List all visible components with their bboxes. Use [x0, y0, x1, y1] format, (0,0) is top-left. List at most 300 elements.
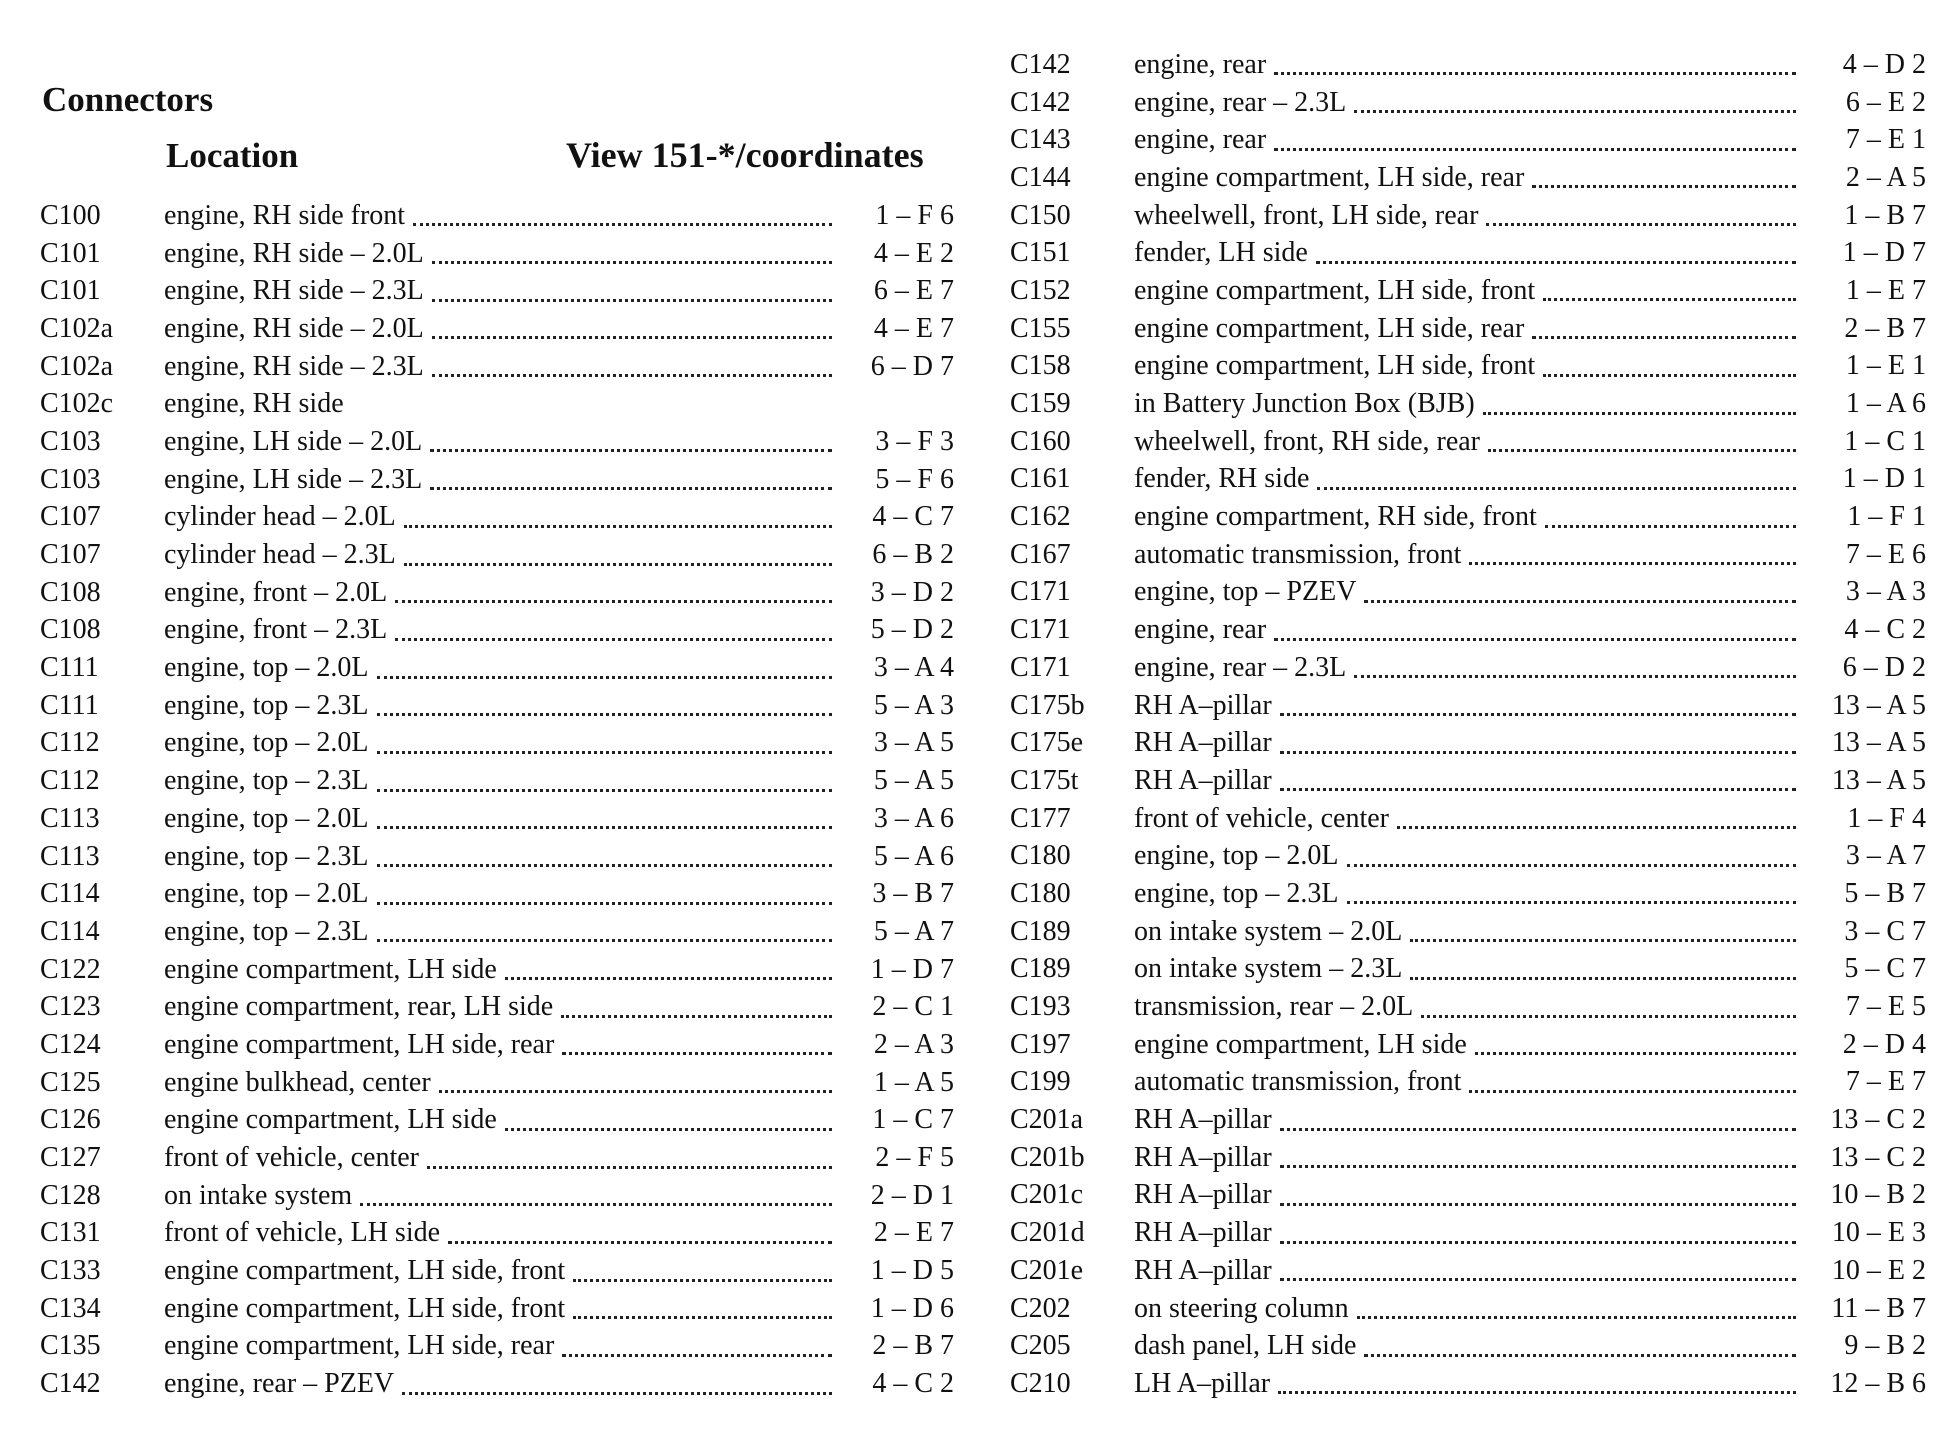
- connector-location: [1134, 652, 1808, 684]
- connector-location-text: engine, top – 2.3L: [164, 765, 369, 797]
- connector-row: [40, 612, 954, 650]
- view-coordinate-ref: 13 – C 2: [1830, 1141, 1926, 1173]
- connector-row: [1010, 46, 1926, 84]
- view-coordinate-ref: 13 – A 5: [1831, 764, 1926, 796]
- connector-location-text: engine compartment, LH side: [164, 953, 497, 985]
- connector-location-text: engine, top – 2.3L: [164, 915, 369, 947]
- dot-leader: [505, 1128, 832, 1131]
- connector-location: [164, 614, 844, 646]
- connector-location-text: front of vehicle, center: [1134, 802, 1389, 834]
- connector-location: [1134, 313, 1808, 345]
- connector-row: [1010, 762, 1926, 800]
- connector-location: [1134, 501, 1808, 533]
- section-title: Connectors: [42, 80, 214, 119]
- connector-row: [40, 1328, 954, 1366]
- connector-row: [1010, 423, 1926, 461]
- dot-leader: [1488, 449, 1796, 452]
- connector-code: C126: [40, 1104, 101, 1136]
- view-coordinate-ref: 4 – D 2: [1842, 48, 1926, 80]
- dot-leader: [439, 1090, 832, 1093]
- connector-row: [1010, 800, 1926, 838]
- connector-code: C161: [1010, 463, 1071, 495]
- view-coordinate-ref: 1 – D 7: [1842, 237, 1926, 269]
- connector-row: [1010, 875, 1926, 913]
- connector-code: C112: [40, 727, 100, 759]
- connector-location-text: on intake system: [164, 1179, 353, 1211]
- connector-location-text: engine, rear: [1134, 48, 1267, 80]
- connector-location-text: engine, front – 2.0L: [164, 576, 388, 608]
- connector-code: C111: [40, 652, 99, 684]
- view-coordinate-ref: 13 – C 2: [1830, 1104, 1926, 1136]
- dot-leader: [377, 789, 832, 792]
- view-coordinate-ref: 6 – D 2: [1842, 651, 1926, 683]
- connector-location-text: cylinder head – 2.3L: [164, 539, 396, 571]
- connector-location: [1134, 1179, 1808, 1211]
- dot-leader: [1486, 223, 1796, 226]
- connector-location-text: engine, top – 2.3L: [1134, 877, 1339, 909]
- connector-code: C111: [40, 689, 99, 721]
- connector-code: C123: [40, 991, 101, 1023]
- connector-code: C103: [40, 425, 101, 457]
- dot-leader: [1354, 675, 1796, 678]
- connector-code: C144: [1010, 161, 1071, 193]
- connector-location: [164, 1104, 844, 1136]
- connector-code: C101: [40, 275, 101, 307]
- connector-code: C131: [40, 1217, 101, 1249]
- connector-location: [164, 690, 844, 722]
- connector-code: C150: [1010, 199, 1071, 231]
- connector-code: C162: [1010, 501, 1071, 533]
- connector-location-text: engine compartment, LH side, front: [164, 1292, 566, 1324]
- connector-row: [40, 988, 954, 1026]
- view-coordinate-ref: 13 – A 5: [1831, 689, 1926, 721]
- connector-location-text: engine, RH side front: [164, 199, 406, 231]
- dot-leader: [432, 261, 832, 264]
- connector-row: [40, 649, 954, 687]
- view-coordinate-ref: 2 – B 7: [872, 1330, 954, 1362]
- dot-leader: [413, 223, 832, 226]
- connector-row: [1010, 951, 1926, 989]
- connector-location-text: engine, RH side: [164, 388, 344, 420]
- connector-code: C197: [1010, 1028, 1071, 1060]
- connector-row: [1010, 1177, 1926, 1215]
- dot-leader: [1364, 1354, 1796, 1357]
- connector-location: [164, 765, 844, 797]
- connector-code: C175b: [1010, 689, 1085, 721]
- connector-code: C125: [40, 1066, 101, 1098]
- connector-code: C210: [1010, 1367, 1071, 1399]
- dot-leader: [1354, 110, 1796, 113]
- connector-location-text: engine, top – 2.0L: [164, 802, 369, 834]
- connector-location: [164, 1255, 844, 1287]
- connector-location-text: transmission, rear – 2.0L: [1134, 991, 1414, 1023]
- dot-leader: [430, 487, 832, 490]
- connector-location-text: engine, top – 2.3L: [164, 840, 369, 872]
- view-coordinate-ref: 1 – A 5: [873, 1066, 954, 1098]
- connector-location-text: front of vehicle, center: [164, 1142, 419, 1174]
- connector-location: [164, 1180, 844, 1212]
- connector-row: [40, 1102, 954, 1140]
- connector-code: C177: [1010, 802, 1071, 834]
- view-coordinate-ref: 6 – D 7: [870, 350, 954, 382]
- connector-code: C180: [1010, 840, 1071, 872]
- connector-code: C175e: [1010, 727, 1084, 759]
- view-coordinate-ref: 1 – D 6: [870, 1292, 954, 1324]
- connector-location-text: RH A–pillar: [1134, 1141, 1272, 1173]
- connector-row: [40, 1290, 954, 1328]
- view-coordinate-ref: 3 – A 5: [873, 727, 954, 759]
- connector-location: [164, 200, 844, 232]
- connector-row: [1010, 348, 1926, 386]
- view-coordinate-ref: 1 – D 7: [870, 953, 954, 985]
- connector-code: C122: [40, 953, 101, 985]
- dot-leader: [377, 826, 832, 829]
- connector-location: [1134, 162, 1808, 194]
- connector-code: C100: [40, 199, 101, 231]
- connector-location-text: engine compartment, LH side, rear: [1134, 312, 1525, 344]
- dot-leader: [1421, 1015, 1796, 1018]
- connector-row: [40, 951, 954, 989]
- connector-row: [40, 838, 954, 876]
- dot-leader: [404, 525, 832, 528]
- connector-location-text: engine, top – 2.0L: [164, 652, 369, 684]
- connector-location: [1134, 350, 1808, 382]
- connector-row: [1010, 461, 1926, 499]
- view-coordinate-ref: 2 – E 7: [873, 1217, 954, 1249]
- view-coordinate-ref: 1 – E 1: [1845, 350, 1926, 382]
- connector-code: C142: [1010, 86, 1071, 118]
- connector-code: C124: [40, 1028, 101, 1060]
- view-coordinate-ref: 5 – A 7: [873, 915, 954, 947]
- connector-location: [1134, 690, 1808, 722]
- view-coordinate-ref: 9 – B 2: [1844, 1330, 1926, 1362]
- connector-location-text: engine, RH side – 2.3L: [164, 275, 424, 307]
- connector-code: C193: [1010, 991, 1071, 1023]
- view-coordinate-ref: 4 – C 7: [872, 501, 954, 533]
- connector-location: [164, 954, 844, 986]
- view-coordinate-ref: 4 – E 7: [873, 312, 954, 344]
- dot-leader: [562, 1354, 832, 1357]
- connector-row: [40, 762, 954, 800]
- view-coordinate-ref: 2 – D 4: [1842, 1028, 1926, 1060]
- connector-location-text: fender, LH side: [1134, 237, 1308, 269]
- connector-location-text: RH A–pillar: [1134, 1179, 1272, 1211]
- connector-row: [1010, 988, 1926, 1026]
- connector-code: C158: [1010, 350, 1071, 382]
- connector-location-text: wheelwell, front, RH side, rear: [1134, 425, 1480, 457]
- connector-code: C201a: [1010, 1104, 1084, 1136]
- connector-code: C171: [1010, 576, 1071, 608]
- dot-leader: [1274, 72, 1796, 75]
- connector-location: [164, 1142, 844, 1174]
- connector-row: [40, 235, 954, 273]
- dot-leader: [1347, 864, 1796, 867]
- connector-location: [164, 464, 844, 496]
- view-coordinate-ref: 3 – F 3: [875, 425, 954, 457]
- connector-location: [1134, 1217, 1808, 1249]
- dot-leader: [360, 1203, 832, 1206]
- dot-leader: [427, 1166, 832, 1169]
- dot-leader: [1347, 901, 1796, 904]
- connector-row: [40, 499, 954, 537]
- connector-code: C175t: [1010, 764, 1079, 796]
- view-coordinate-ref: 5 – F 6: [875, 463, 954, 495]
- connector-location: [1134, 803, 1808, 835]
- connector-location: [1134, 463, 1808, 495]
- connector-location: [1134, 237, 1808, 269]
- dot-leader: [377, 751, 832, 754]
- connector-location-text: RH A–pillar: [1134, 1104, 1272, 1136]
- connector-location-text: engine compartment, LH side: [164, 1104, 497, 1136]
- view-coordinate-ref: 1 – F 4: [1847, 802, 1926, 834]
- connector-location: [1134, 200, 1808, 232]
- connector-code: C102a: [40, 350, 114, 382]
- connector-row: [1010, 1365, 1926, 1403]
- connector-location: [164, 727, 844, 759]
- connector-location-text: engine, rear – 2.3L: [1134, 651, 1347, 683]
- view-coordinate-ref: 2 – A 5: [1845, 161, 1926, 193]
- connector-location-text: engine, RH side – 2.0L: [164, 312, 424, 344]
- connector-row: [1010, 913, 1926, 951]
- dot-leader: [404, 563, 832, 566]
- connector-location: [164, 577, 844, 609]
- connector-code: C155: [1010, 312, 1071, 344]
- dot-leader: [432, 299, 832, 302]
- connector-row: [40, 197, 954, 235]
- connector-code: C180: [1010, 877, 1071, 909]
- connector-location-text: engine, top – PZEV: [1134, 576, 1357, 608]
- connector-location: [164, 803, 844, 835]
- connector-location: [1134, 1104, 1808, 1136]
- connector-location: [164, 388, 844, 420]
- connector-code: C201d: [1010, 1217, 1085, 1249]
- view-coordinate-ref: 5 – A 6: [873, 840, 954, 872]
- connector-code: C133: [40, 1255, 101, 1287]
- connector-location-text: RH A–pillar: [1134, 1254, 1272, 1286]
- connector-code: C142: [1010, 48, 1071, 80]
- dot-leader: [1357, 1316, 1796, 1319]
- view-coordinate-ref: 4 – C 2: [872, 1368, 954, 1400]
- dot-leader: [1364, 600, 1796, 603]
- dot-leader: [1280, 1203, 1796, 1206]
- view-coordinate-ref: 3 – A 6: [873, 802, 954, 834]
- connector-row: [1010, 724, 1926, 762]
- dot-leader: [1532, 336, 1796, 339]
- location-column-header: Location: [166, 136, 299, 175]
- view-coordinate-ref: 3 – D 2: [870, 576, 954, 608]
- dot-leader: [430, 449, 832, 452]
- connector-row: [40, 1252, 954, 1290]
- connector-location: [1134, 1142, 1808, 1174]
- connector-location-text: front of vehicle, LH side: [164, 1217, 441, 1249]
- connector-location: [1134, 1029, 1808, 1061]
- view-coordinate-ref: 13 – A 5: [1831, 727, 1926, 759]
- view-coordinate-ref: 5 – A 3: [873, 689, 954, 721]
- dot-leader: [1274, 638, 1796, 641]
- connector-location: [1134, 765, 1808, 797]
- connector-location-text: cylinder head – 2.0L: [164, 501, 396, 533]
- connector-location: [1134, 1330, 1808, 1362]
- connector-location: [164, 841, 844, 873]
- connector-row: [1010, 1214, 1926, 1252]
- connector-location: [1134, 614, 1808, 646]
- connector-location-text: engine bulkhead, center: [164, 1066, 431, 1098]
- view-coordinate-ref: 11 – B 7: [1831, 1292, 1926, 1324]
- connector-row: [1010, 197, 1926, 235]
- dot-leader: [1410, 977, 1796, 980]
- connector-location-text: wheelwell, front, LH side, rear: [1134, 199, 1479, 231]
- connector-row: [40, 348, 954, 386]
- view-coordinate-ref: 1 – F 6: [875, 199, 954, 231]
- connector-row: [1010, 837, 1926, 875]
- connector-row: [40, 272, 954, 310]
- connector-location: [164, 313, 844, 345]
- view-coordinate-ref: 6 – E 7: [873, 275, 954, 307]
- connector-location-text: engine, top – 2.0L: [1134, 840, 1339, 872]
- view-coordinate-ref: 1 – A 6: [1845, 388, 1926, 420]
- connector-row: [40, 385, 954, 423]
- connector-code: C189: [1010, 915, 1071, 947]
- connector-code: C108: [40, 614, 101, 646]
- connector-row: [1010, 649, 1926, 687]
- connector-row: [1010, 121, 1926, 159]
- dot-leader: [505, 977, 832, 980]
- connector-code: C101: [40, 237, 101, 269]
- dot-leader: [1274, 148, 1796, 151]
- connector-code: C201e: [1010, 1254, 1084, 1286]
- connector-location: [1134, 426, 1808, 458]
- connector-location: [1134, 1368, 1808, 1400]
- dot-leader: [377, 676, 832, 679]
- connector-location-text: engine, top – 2.0L: [164, 727, 369, 759]
- view-coordinate-ref: 4 – E 2: [873, 237, 954, 269]
- view-coordinate-ref: 1 – D 1: [1842, 463, 1926, 495]
- dot-leader: [432, 374, 832, 377]
- connector-location-text: engine, rear: [1134, 124, 1267, 156]
- connector-row: [40, 1177, 954, 1215]
- connector-row: [1010, 1064, 1926, 1102]
- dot-leader: [573, 1316, 832, 1319]
- view-coordinate-ref: 5 – C 7: [1844, 953, 1926, 985]
- dot-leader: [1483, 412, 1796, 415]
- dot-leader: [448, 1241, 832, 1244]
- view-coordinate-ref: 1 – B 7: [1844, 199, 1926, 231]
- connector-location: [1134, 539, 1808, 571]
- connector-row: [40, 536, 954, 574]
- view-coordinate-ref: 3 – B 7: [872, 878, 954, 910]
- connector-code: C102a: [40, 312, 114, 344]
- connector-location: [1134, 953, 1808, 985]
- connector-row: [1010, 687, 1926, 725]
- connector-row: [1010, 1026, 1926, 1064]
- connector-row: [1010, 1101, 1926, 1139]
- dot-leader: [1545, 525, 1796, 528]
- view-coordinate-ref: 3 – C 7: [1844, 915, 1926, 947]
- dot-leader: [1280, 1165, 1796, 1168]
- connector-code: C107: [40, 539, 101, 571]
- connector-location: [164, 1330, 844, 1362]
- connector-location-text: LH A–pillar: [1134, 1367, 1271, 1399]
- connector-location-text: engine compartment, LH side: [1134, 1028, 1467, 1060]
- dot-leader: [1278, 1391, 1796, 1394]
- dot-leader: [562, 1052, 832, 1055]
- connector-location-text: on intake system – 2.3L: [1134, 953, 1403, 985]
- connector-code: C108: [40, 576, 101, 608]
- connector-location-text: engine, LH side – 2.3L: [164, 463, 423, 495]
- connector-code: C134: [40, 1292, 101, 1324]
- dot-leader: [1280, 1241, 1796, 1244]
- connector-location-text: RH A–pillar: [1134, 689, 1272, 721]
- view-coordinate-ref: 6 – E 2: [1845, 86, 1926, 118]
- dot-leader: [377, 713, 832, 716]
- connector-row: [1010, 159, 1926, 197]
- dot-leader: [573, 1279, 832, 1282]
- view-coordinate-ref: 3 – A 7: [1845, 840, 1926, 872]
- connector-location: [1134, 275, 1808, 307]
- connector-row: [1010, 498, 1926, 536]
- view-coordinate-ref: 1 – C 7: [872, 1104, 954, 1136]
- dot-leader: [1532, 185, 1796, 188]
- connector-code: C160: [1010, 425, 1071, 457]
- connector-location: [1134, 727, 1808, 759]
- dot-leader: [377, 939, 832, 942]
- view-coordinate-ref: 2 – B 7: [1844, 312, 1926, 344]
- connector-code: C103: [40, 463, 101, 495]
- connector-location-text: RH A–pillar: [1134, 764, 1272, 796]
- view-coordinate-ref: 6 – B 2: [872, 539, 954, 571]
- connector-row: [40, 1215, 954, 1253]
- dot-leader: [1469, 1090, 1796, 1093]
- dot-leader: [1280, 1278, 1796, 1281]
- connector-code: C128: [40, 1179, 101, 1211]
- connector-code: C159: [1010, 388, 1071, 420]
- dot-leader: [1397, 826, 1796, 829]
- connector-location-text: engine compartment, LH side, front: [164, 1255, 566, 1287]
- connector-location: [164, 351, 844, 383]
- connector-code: C201b: [1010, 1141, 1085, 1173]
- connector-list-right: [1010, 46, 1926, 1403]
- view-coordinate-ref: 2 – D 1: [870, 1179, 954, 1211]
- view-coordinate-ref: 3 – A 4: [873, 652, 954, 684]
- connector-code: C112: [40, 765, 100, 797]
- view-coordinate-ref: 7 – E 6: [1845, 538, 1926, 570]
- connector-location-text: engine compartment, LH side, front: [1134, 350, 1536, 382]
- connector-row: [1010, 1139, 1926, 1177]
- connector-row: [1010, 385, 1926, 423]
- connector-location-text: RH A–pillar: [1134, 727, 1272, 759]
- connector-location-text: on steering column: [1134, 1292, 1349, 1324]
- connector-location: [1134, 49, 1808, 81]
- connector-location-text: dash panel, LH side: [1134, 1330, 1357, 1362]
- connector-location: [1134, 916, 1808, 948]
- connector-code: C127: [40, 1142, 101, 1174]
- connector-location-text: engine compartment, LH side, rear: [1134, 161, 1525, 193]
- view-coordinate-ref: 2 – C 1: [872, 991, 954, 1023]
- connector-location-text: engine compartment, rear, LH side: [164, 991, 554, 1023]
- connector-code: C102c: [40, 388, 114, 420]
- dot-leader: [1543, 374, 1796, 377]
- connector-location-text: engine, LH side – 2.0L: [164, 425, 423, 457]
- connector-code: C171: [1010, 614, 1071, 646]
- connector-location-text: in Battery Junction Box (BJB): [1134, 388, 1475, 420]
- connector-location: [1134, 878, 1808, 910]
- connector-row: [1010, 272, 1926, 310]
- connector-location: [164, 501, 844, 533]
- connector-location-text: fender, RH side: [1134, 463, 1310, 495]
- connector-row: [1010, 574, 1926, 612]
- connector-row: [40, 725, 954, 763]
- view-coordinate-ref: 1 – E 7: [1845, 274, 1926, 306]
